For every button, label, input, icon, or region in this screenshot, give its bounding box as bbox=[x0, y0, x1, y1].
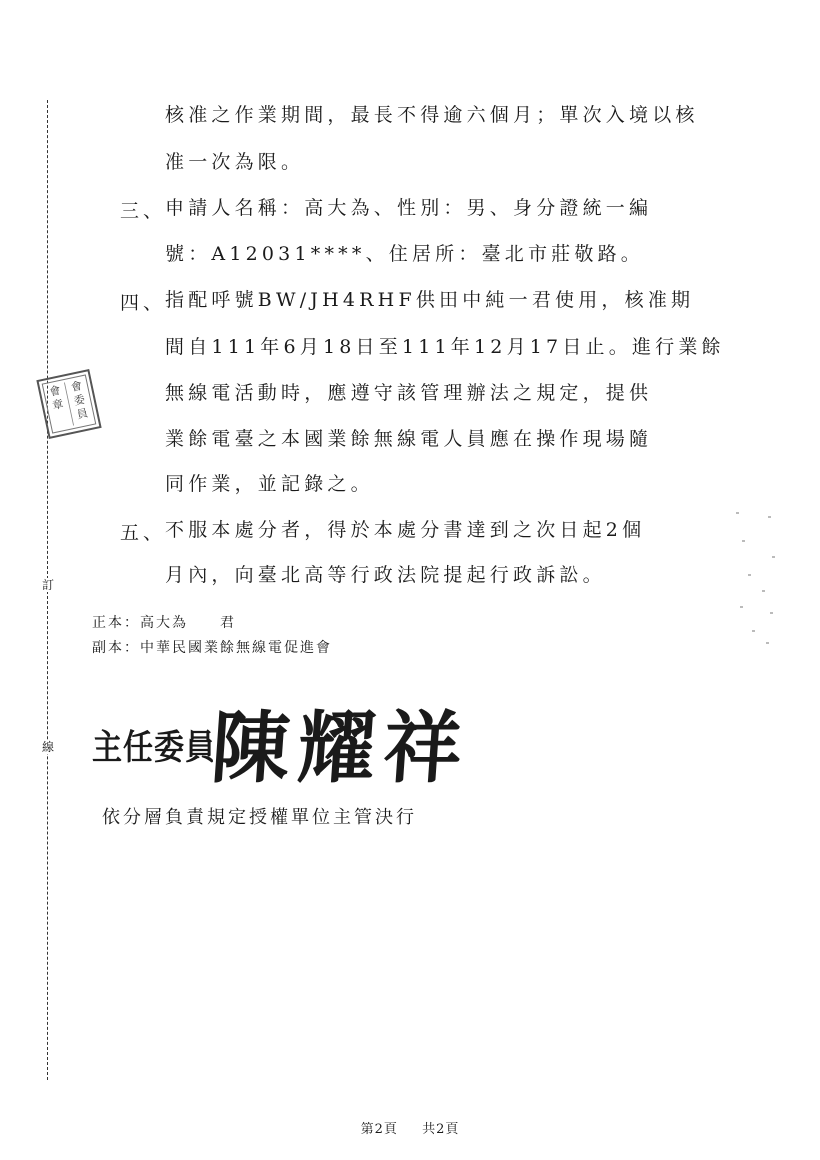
original-recipient: 正本：高大為 君 bbox=[92, 615, 236, 631]
paragraph-line: 核准之作業期間，最長不得逾六個月；單次入境以核 bbox=[165, 104, 699, 126]
item-number: 三、 bbox=[120, 200, 167, 222]
signer-name: 陳耀祥 bbox=[208, 703, 473, 794]
svg-text:員: 員 bbox=[75, 406, 90, 422]
page-number: 第2頁 bbox=[360, 1122, 398, 1137]
paragraph-line: 月內，向臺北高等行政法院提起行政訴訟。 bbox=[165, 564, 606, 586]
signer-title: 主任委員 bbox=[92, 727, 216, 769]
delegation-note: 依分層負責規定授權單位主管決行 bbox=[102, 807, 417, 828]
binding-mark-ding: 訂 bbox=[41, 578, 54, 592]
svg-text:委: 委 bbox=[72, 392, 87, 408]
svg-text:會: 會 bbox=[48, 383, 62, 399]
seal-stamp-icon bbox=[34, 367, 104, 442]
paragraph-line: 號：A12031****、住居所：臺北市莊敬路。 bbox=[165, 243, 644, 265]
paragraph-line: 不服本處分者，得於本處分書達到之次日起2個 bbox=[165, 519, 646, 541]
paragraph-line: 指配呼號BW/JH4RHF供田中純一君使用，核准期 bbox=[165, 289, 695, 311]
page-total: 共2頁 bbox=[422, 1122, 460, 1137]
item-number: 五、 bbox=[120, 522, 167, 544]
svg-text:會: 會 bbox=[69, 379, 84, 395]
paragraph-line: 准一次為限。 bbox=[165, 151, 305, 173]
svg-text:章: 章 bbox=[51, 397, 65, 413]
item-number: 四、 bbox=[120, 292, 167, 314]
paragraph-line: 業餘電臺之本國業餘無線電人員應在操作現場隨 bbox=[165, 428, 653, 450]
paragraph-line: 間自111年6月18日至111年12月17日止。進行業餘 bbox=[165, 336, 725, 358]
paragraph-line: 同作業，並記錄之。 bbox=[165, 473, 374, 495]
copy-recipient: 副本：中華民國業餘無線電促進會 bbox=[92, 640, 332, 656]
page-footer bbox=[0, 1118, 820, 1137]
paragraph-line: 申請人名稱：高大為、性別：男、身分證統一編 bbox=[165, 197, 653, 219]
binding-mark-xian: 線 bbox=[41, 740, 54, 754]
paragraph-line: 無線電活動時，應遵守該管理辦法之規定，提供 bbox=[165, 382, 653, 404]
